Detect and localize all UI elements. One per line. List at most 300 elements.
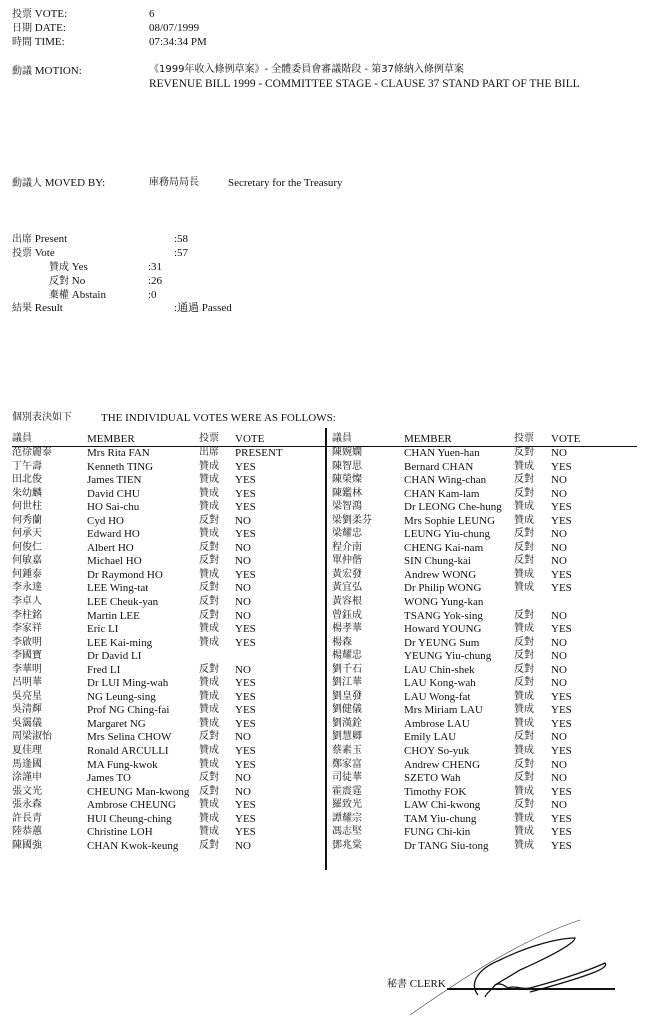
member-name-cn: 譚耀宗	[332, 812, 362, 824]
vote-cn: 反對	[514, 758, 534, 770]
vote-en: YES	[551, 623, 572, 636]
member-name-en: HO Sai-chu	[87, 501, 140, 514]
table-row	[12, 664, 326, 678]
moved-by-label-en: MOVED BY:	[44, 177, 106, 189]
table-row	[327, 786, 637, 800]
table-row	[12, 501, 326, 515]
table-row	[12, 582, 326, 596]
vote-en: NO	[551, 650, 567, 663]
vote-cn: 反對	[199, 555, 219, 567]
time-label-en: TIME:	[34, 36, 65, 48]
vote-cn: 贊成	[514, 812, 534, 824]
member-name-en: Ambrose LAU	[404, 717, 470, 730]
table-row	[327, 542, 637, 556]
member-name-en: Dr David LI	[87, 650, 142, 663]
yes-label	[49, 262, 88, 273]
vote-en: YES	[551, 826, 572, 839]
vote-label-en: VOTE:	[34, 8, 68, 20]
vote-cn: 贊成	[199, 528, 219, 540]
member-name-cn: 涂謹申	[12, 772, 42, 784]
vote-en: YES	[235, 812, 256, 825]
member-name-cn: 何世柱	[12, 501, 42, 513]
table-row	[12, 704, 326, 718]
vote-en: NO	[235, 731, 251, 744]
vote-en: YES	[551, 785, 572, 798]
member-name-en: Martin LEE	[87, 609, 140, 622]
table-row	[327, 677, 637, 691]
vote-cn: 反對	[514, 528, 534, 540]
vote-cn: 贊成	[199, 460, 219, 472]
vote-cn: 反對	[199, 663, 219, 675]
table-row	[12, 745, 326, 759]
present-label-cn: 出席	[12, 234, 32, 245]
member-name-en: CHAN Yuen-han	[404, 447, 480, 459]
vote-cn: 贊成	[199, 623, 219, 635]
vote-cn: 反對	[199, 731, 219, 743]
vote-en: NO	[551, 474, 567, 487]
present-count: :58	[174, 233, 189, 245]
vote-en: YES	[551, 501, 572, 514]
table-row	[327, 555, 637, 569]
vote-cn: 贊成	[199, 717, 219, 729]
vote-cn: 反對	[199, 609, 219, 621]
table-row	[12, 596, 326, 610]
member-name-cn: 李永達	[12, 582, 42, 594]
member-name-en: Dr Philip WONG	[404, 582, 482, 595]
vote-count-label-cn: 投票	[12, 248, 32, 259]
moved-by-label	[12, 178, 105, 189]
vote-number-value: 6	[149, 8, 155, 20]
member-name-en: Dr LUI Ming-wah	[87, 677, 169, 690]
vote-en: YES	[235, 501, 256, 514]
date-label	[12, 23, 66, 34]
vote-en: YES	[235, 460, 256, 473]
member-name-en: MA Fung-kwok	[87, 758, 158, 771]
table-row	[327, 528, 637, 542]
time-label-cn: 時間	[12, 37, 32, 48]
table-row	[12, 555, 326, 569]
table-row	[327, 704, 637, 718]
vote-en: YES	[235, 826, 256, 839]
member-name-en: CHEUNG Man-kwong	[87, 785, 190, 798]
table-body	[327, 447, 637, 853]
table-row	[12, 528, 326, 542]
table-row	[327, 623, 637, 637]
vote-cn: 贊成	[514, 623, 534, 635]
member-name-cn: 蔡素玉	[332, 745, 362, 757]
table-row	[12, 759, 326, 773]
member-name-en: FUNG Chi-kin	[404, 826, 471, 839]
table-row	[12, 461, 326, 475]
member-name-cn: 李卓人	[12, 596, 42, 608]
vote-en: NO	[551, 799, 567, 812]
member-name-en: Cyd HO	[87, 514, 124, 527]
motion-title-en: REVENUE BILL 1999 - COMMITTEE STAGE - CLAUSE 37 STAND PART OF THE BILL	[149, 78, 580, 90]
member-name-en: Kenneth TING	[87, 460, 154, 473]
member-name-cn: 馮志堅	[332, 826, 362, 838]
vote-en: NO	[235, 772, 251, 785]
motion-label-en: MOTION:	[34, 65, 82, 77]
table-row	[12, 826, 326, 840]
member-name-cn: 羅致光	[332, 799, 362, 811]
member-name-cn: 劉健儀	[332, 704, 362, 716]
column-header-vote-cn: 投票	[199, 433, 219, 444]
vote-en: YES	[551, 514, 572, 527]
table-row	[12, 610, 326, 624]
vote-en: YES	[235, 528, 256, 541]
member-name-en: Michael HO	[87, 555, 142, 568]
member-name-cn: 陳榮燦	[332, 474, 362, 486]
member-name-cn: 何承天	[12, 528, 42, 540]
member-name-en: Dr YEUNG Sum	[404, 636, 480, 649]
vote-cn: 贊成	[514, 568, 534, 580]
vote-cn: 贊成	[514, 501, 534, 513]
table-header	[12, 432, 326, 447]
member-name-cn: 吳清輝	[12, 704, 42, 716]
vote-en: YES	[235, 799, 256, 812]
table-row	[327, 447, 637, 461]
member-name-cn: 陳智思	[332, 460, 362, 472]
table-row	[327, 582, 637, 596]
member-name-cn: 李柱銘	[12, 609, 42, 621]
member-name-en: CHAN Kwok-keung	[87, 839, 179, 852]
vote-en: YES	[551, 582, 572, 595]
member-name-en: Mrs Rita FAN	[87, 447, 150, 459]
individual-votes-title-cn: 個別表決如下	[12, 412, 72, 423]
table-row	[327, 826, 637, 840]
table-body	[12, 447, 326, 853]
vote-cn: 出席	[199, 447, 219, 458]
member-name-en: Dr LEONG Che-hung	[404, 501, 502, 514]
member-name-en: Andrew CHENG	[404, 758, 481, 771]
member-name-en: David CHU	[87, 487, 140, 500]
member-name-en: James TO	[87, 772, 131, 785]
table-row	[12, 637, 326, 651]
vote-en: YES	[235, 636, 256, 649]
member-name-cn: 鄧兆棠	[332, 839, 362, 851]
vote-en: YES	[551, 812, 572, 825]
table-row	[327, 718, 637, 732]
vote-cn: 反對	[514, 799, 534, 811]
member-name-cn: 劉漢銓	[332, 717, 362, 729]
member-name-cn: 單仲偕	[332, 555, 362, 567]
vote-en: YES	[235, 717, 256, 730]
table-row	[327, 664, 637, 678]
member-name-cn: 何鍾泰	[12, 568, 42, 580]
member-name-cn: 李啟明	[12, 636, 42, 648]
vote-en: YES	[235, 623, 256, 636]
vote-en: YES	[551, 704, 572, 717]
vote-cn: 贊成	[514, 690, 534, 702]
vote-cn: 反對	[199, 582, 219, 594]
table-row	[327, 731, 637, 745]
table-row	[12, 691, 326, 705]
vote-en: NO	[235, 609, 251, 622]
member-name-cn: 許長青	[12, 812, 42, 824]
member-name-en: CHENG Kai-nam	[404, 541, 484, 554]
member-name-en: LAU Wong-fat	[404, 690, 471, 703]
vote-cn: 贊成	[199, 745, 219, 757]
member-name-cn: 李家祥	[12, 623, 42, 635]
table-row	[12, 569, 326, 583]
table-row	[327, 759, 637, 773]
table-row	[12, 772, 326, 786]
table-row	[327, 691, 637, 705]
abstain-label	[49, 290, 106, 301]
table-row	[12, 488, 326, 502]
vote-en: NO	[551, 758, 567, 771]
member-name-cn: 李國寶	[12, 650, 42, 662]
vote-en: NO	[551, 447, 567, 459]
clerk-label-cn: 秘書	[387, 979, 407, 990]
table-row	[327, 610, 637, 624]
table-row	[327, 488, 637, 502]
no-label-en: No	[71, 275, 86, 287]
result-label	[12, 303, 63, 314]
table-row	[327, 650, 637, 664]
vote-cn: 反對	[514, 447, 534, 458]
vote-en: NO	[551, 663, 567, 676]
vote-en: YES	[235, 487, 256, 500]
member-name-en: WONG Yung-kan	[404, 596, 484, 609]
vote-cn: 反對	[514, 609, 534, 621]
result-label-cn: 結果	[12, 303, 32, 314]
column-header-member-en: MEMBER	[404, 433, 452, 445]
table-row	[327, 461, 637, 475]
member-name-cn: 吳亮星	[12, 690, 42, 702]
result-label-en: Result	[34, 302, 63, 314]
table-row	[12, 542, 326, 556]
member-name-en: Mrs Sophie LEUNG	[404, 514, 496, 527]
member-name-en: Albert HO	[87, 541, 134, 554]
member-name-cn: 何俊仁	[12, 541, 42, 553]
member-name-en: CHAN Wing-chan	[404, 474, 487, 487]
table-header	[327, 432, 637, 447]
member-name-en: LEE Kai-ming	[87, 636, 153, 649]
clerk-label-en: CLERK	[409, 978, 446, 990]
motion-title-cn: 《1999年收入條例草案》- 全體委員會審議階段 - 第37條納入條例草案	[149, 64, 464, 75]
member-name-cn: 鄭家富	[332, 758, 362, 770]
vote-cn: 贊成	[199, 677, 219, 689]
member-name-cn: 陳婉嫻	[332, 447, 362, 458]
member-name-cn: 劉慧卿	[332, 731, 362, 743]
column-header-vote-cn: 投票	[514, 433, 534, 444]
vote-en: NO	[551, 609, 567, 622]
vote-cn: 贊成	[514, 785, 534, 797]
member-name-cn: 楊孝華	[332, 623, 362, 635]
table-row	[12, 731, 326, 745]
vote-cn: 贊成	[199, 826, 219, 838]
member-name-cn: 楊耀忠	[332, 650, 362, 662]
member-name-cn: 曾鈺成	[332, 609, 362, 621]
vote-cn: 反對	[199, 772, 219, 784]
member-name-cn: 陸恭蕙	[12, 826, 42, 838]
vote-cn: 贊成	[514, 826, 534, 838]
member-name-cn: 何敏嘉	[12, 555, 42, 567]
member-name-cn: 田北俊	[12, 474, 42, 486]
abstain-label-en: Abstain	[71, 289, 106, 301]
member-name-cn: 黃宏發	[332, 568, 362, 580]
moved-by-label-cn: 動議人	[12, 178, 42, 189]
table-row	[12, 677, 326, 691]
vote-en: NO	[235, 839, 251, 852]
vote-cn: 贊成	[514, 717, 534, 729]
vote-en: YES	[235, 704, 256, 717]
member-name-cn: 張永森	[12, 799, 42, 811]
vote-cn: 反對	[514, 677, 534, 689]
vote-cn: 贊成	[199, 487, 219, 499]
member-name-en: Emily LAU	[404, 731, 457, 744]
vote-cn: 贊成	[199, 690, 219, 702]
member-name-en: Ronald ARCULLI	[87, 745, 169, 758]
vote-en: NO	[235, 555, 251, 568]
member-name-cn: 霍震霆	[332, 785, 362, 797]
vote-en: YES	[551, 690, 572, 703]
member-name-cn: 丁午壽	[12, 460, 42, 472]
vote-cn: 贊成	[514, 745, 534, 757]
vote-en: NO	[551, 677, 567, 690]
member-name-cn: 梁智鴻	[332, 501, 362, 513]
member-name-en: SIN Chung-kai	[404, 555, 471, 568]
vote-en: NO	[551, 528, 567, 541]
vote-en: NO	[235, 541, 251, 554]
member-name-cn: 周梁淑怡	[12, 731, 52, 743]
member-name-en: Timothy FOK	[404, 785, 467, 798]
vote-en: YES	[235, 568, 256, 581]
member-name-en: Edward HO	[87, 528, 140, 541]
vote-en: NO	[235, 514, 251, 527]
member-name-cn: 楊森	[332, 636, 352, 648]
member-name-en: Mrs Selina CHOW	[87, 731, 172, 744]
member-name-en: James TIEN	[87, 474, 142, 487]
member-name-cn: 呂明華	[12, 677, 42, 689]
vote-en: YES	[551, 568, 572, 581]
member-name-en: Fred LI	[87, 663, 121, 676]
member-name-en: CHAN Kam-lam	[404, 487, 480, 500]
vote-cn: 反對	[199, 514, 219, 526]
table-row	[12, 840, 326, 854]
vote-en: NO	[551, 772, 567, 785]
vote-cn: 贊成	[514, 582, 534, 594]
member-name-cn: 范徐麗泰	[12, 447, 52, 458]
table-row	[12, 718, 326, 732]
table-row	[327, 596, 637, 610]
column-header-member-cn: 議員	[12, 433, 32, 444]
yes-count: :31	[148, 261, 163, 273]
no-label-cn: 反對	[49, 276, 69, 287]
vote-cn: 反對	[514, 650, 534, 662]
abstain-label-cn: 棄權	[49, 290, 69, 301]
vote-en: YES	[551, 745, 572, 758]
table-row	[327, 637, 637, 651]
vote-en: NO	[235, 785, 251, 798]
member-name-en: LEE Wing-tat	[87, 582, 149, 595]
member-name-en: TSANG Yok-sing	[404, 609, 483, 622]
vote-cn: 贊成	[514, 839, 534, 851]
vote-number-label	[12, 9, 67, 20]
vote-cn: 贊成	[199, 704, 219, 716]
vote-count-label-en: Vote	[34, 247, 55, 259]
table-row	[327, 515, 637, 529]
moved-by-value-en: Secretary for the Treasury	[228, 177, 343, 189]
member-name-cn: 何秀蘭	[12, 514, 42, 526]
date-label-en: DATE:	[34, 22, 66, 34]
member-name-en: Dr Raymond HO	[87, 568, 163, 581]
member-name-cn: 劉皇發	[332, 690, 362, 702]
member-name-en: LAU Chin-shek	[404, 663, 475, 676]
vote-en: NO	[551, 555, 567, 568]
no-label	[49, 276, 85, 287]
vote-en: YES	[551, 717, 572, 730]
abstain-count: :0	[148, 289, 157, 301]
member-name-cn: 梁耀忠	[332, 528, 362, 540]
member-name-en: LEUNG Yiu-chung	[404, 528, 491, 541]
time-label	[12, 37, 65, 48]
vote-cn: 贊成	[199, 799, 219, 811]
vote-count-label	[12, 248, 55, 259]
member-name-cn: 程介南	[332, 541, 362, 553]
yes-label-en: Yes	[71, 261, 88, 273]
votes-table-left	[12, 432, 326, 853]
vote-cn: 贊成	[514, 704, 534, 716]
member-name-cn: 馬逢國	[12, 758, 42, 770]
motion-label-cn: 動議	[12, 66, 32, 77]
date-label-cn: 日期	[12, 23, 32, 34]
member-name-cn: 劉千石	[332, 663, 362, 675]
column-header-vote-en: VOTE	[551, 433, 581, 445]
member-name-en: Mrs Miriam LAU	[404, 704, 483, 717]
motion-label	[12, 66, 82, 77]
vote-cn: 反對	[514, 636, 534, 648]
member-name-cn: 張文光	[12, 785, 42, 797]
member-name-cn: 司徒華	[332, 772, 362, 784]
table-row	[12, 515, 326, 529]
table-row	[12, 786, 326, 800]
vote-cn: 反對	[199, 785, 219, 797]
member-name-en: TAM Yiu-chung	[404, 812, 477, 825]
vote-en: YES	[235, 677, 256, 690]
vote-cn: 反對	[199, 541, 219, 553]
vote-cn: 反對	[514, 487, 534, 499]
votes-table-right	[327, 432, 637, 853]
table-row	[327, 813, 637, 827]
vote-en: YES	[551, 839, 572, 852]
vote-count: :57	[174, 247, 189, 259]
vote-cn: 反對	[514, 772, 534, 784]
member-name-cn: 陳國強	[12, 839, 42, 851]
vote-cn: 贊成	[199, 636, 219, 648]
individual-votes-title-en: THE INDIVIDUAL VOTES WERE AS FOLLOWS:	[101, 412, 336, 424]
member-name-en: NG Leung-sing	[87, 690, 156, 703]
member-name-en: Howard YOUNG	[404, 623, 482, 636]
vote-label-cn: 投票	[12, 9, 32, 20]
vote-cn: 贊成	[199, 501, 219, 513]
member-name-en: Eric LI	[87, 623, 119, 636]
yes-label-cn: 贊成	[49, 262, 69, 273]
vote-en: YES	[235, 690, 256, 703]
vote-cn: 反對	[514, 555, 534, 567]
vote-cn: 贊成	[514, 514, 534, 526]
vote-en: YES	[551, 460, 572, 473]
table-row	[12, 813, 326, 827]
member-name-en: Margaret NG	[87, 717, 146, 730]
table-row	[327, 799, 637, 813]
table-row	[12, 447, 326, 461]
column-header-vote-en: VOTE	[235, 433, 265, 445]
vote-cn: 反對	[514, 474, 534, 486]
present-label	[12, 234, 67, 245]
vote-cn: 贊成	[199, 758, 219, 770]
